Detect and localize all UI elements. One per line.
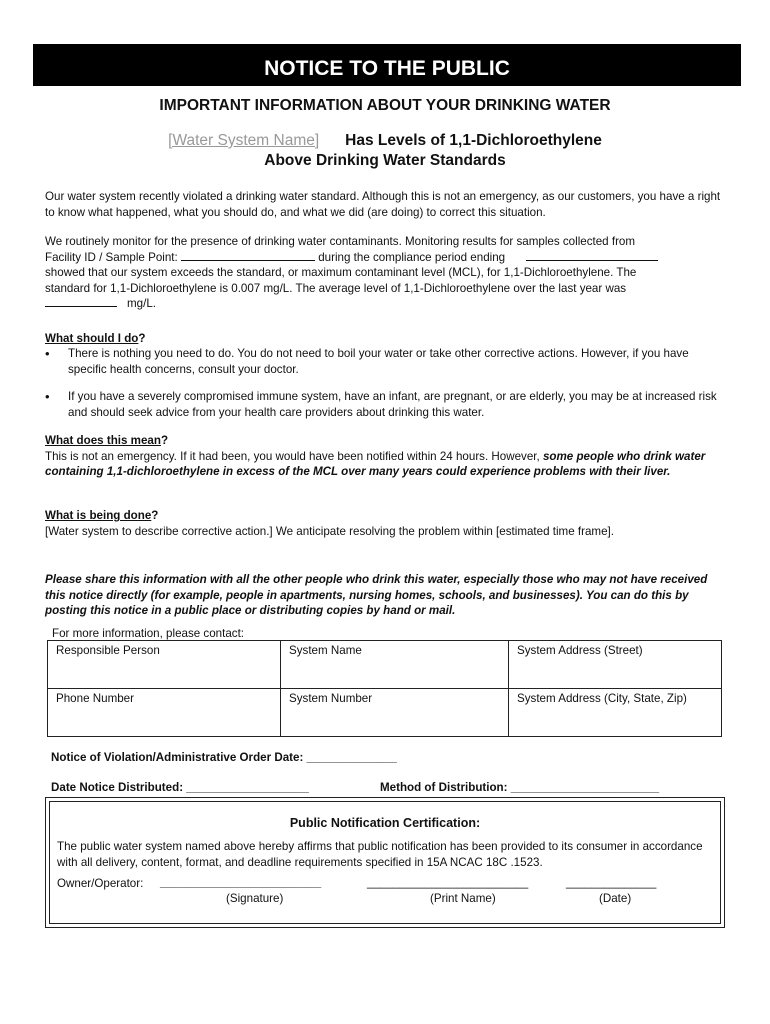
- what-done-text: [Water system to describe corrective action.] We anticipate resolving the problem within [estimated time frame].: [45, 524, 614, 538]
- print-name-caption: (Print Name): [430, 892, 496, 905]
- facility-label: Facility ID / Sample Point:: [45, 250, 178, 264]
- system-address-city-cell[interactable]: System Address (City, State, Zip): [509, 689, 722, 737]
- print-name-line[interactable]: _________________________: [367, 876, 529, 889]
- system-address-street-cell[interactable]: System Address (Street): [509, 641, 722, 689]
- water-system-name-placeholder[interactable]: [Water System Name]: [168, 132, 320, 149]
- owner-operator-label: Owner/Operator:: [57, 877, 144, 890]
- title-line1: Has Levels of 1,1-Dichloroethylene: [345, 132, 602, 149]
- average-level-blank[interactable]: [45, 296, 117, 307]
- intro-paragraph: Our water system recently violated a drinking water standard. Although this is not an emergency, as our customers, you have a right to know what happened, what you should do, and what we did (are doing) to correct this situation.: [45, 190, 721, 219]
- compliance-period-label: during the compliance period ending: [318, 250, 506, 264]
- certification-heading: Public Notification Certification:: [289, 816, 481, 830]
- notice-banner: NOTICE TO THE PUBLIC: [33, 44, 741, 86]
- what-means-heading: What does this mean: [45, 434, 161, 447]
- system-name-cell[interactable]: System Name: [281, 641, 509, 689]
- facility-blank[interactable]: [181, 250, 315, 261]
- what-means-warning: some people who drink water containing 1,1-dichloroethylene in excess of the MCL over many years could experience problems with their liver.: [45, 449, 706, 478]
- system-number-cell[interactable]: System Number: [281, 689, 509, 737]
- what-should-heading-text: What should I do: [45, 332, 139, 345]
- bullet-item: [45, 346, 725, 377]
- bullet-text: If you have a severely compromised immune system, have an infant, are pregnant, or are elderly, you may be at increased risk and should seek advice from your health care providers about drinking this water.: [68, 390, 717, 419]
- contact-table: [47, 640, 722, 737]
- what-means-text: This is not an emergency. If it had been, you would have been notified within 24 hours. However,: [45, 449, 543, 463]
- responsible-person-cell[interactable]: Responsible Person: [48, 641, 281, 689]
- date-caption: (Date): [599, 892, 632, 905]
- date-line[interactable]: ______________: [566, 876, 657, 889]
- page-title: [0, 131, 770, 171]
- compliance-period-blank[interactable]: [526, 250, 658, 261]
- monitoring-line3: showed that our system exceeds the standard, or maximum contaminant level (MCL), for 1,1-Dichloroethylene. The: [45, 266, 637, 279]
- bullet-icon: •: [45, 346, 50, 361]
- signature-caption: (Signature): [226, 892, 284, 905]
- unit-label: mg/L.: [127, 297, 156, 310]
- monitoring-paragraph: [45, 234, 725, 312]
- what-done-section: What is being done? [Water system to describe corrective action.] We anticipate resolving the problem within [estimated time frame].: [45, 508, 725, 539]
- signature-line[interactable]: _________________________: [160, 876, 322, 889]
- bullet-icon: •: [45, 389, 50, 404]
- contact-intro: For more information, please contact:: [52, 627, 245, 640]
- what-means-section: What does this mean? This is not an emergency. If it had been, you would have been notified within 24 hours. However, some people who drink water containing 1,1-dichloroethylene in excess of the MCL over many years could experience problems with their liver.: [45, 434, 706, 478]
- phone-number-cell[interactable]: Phone Number: [48, 689, 281, 737]
- monitoring-line4: standard for 1,1-Dichloroethylene is 0.007 mg/L. The average level of 1,1-Dichloroethylene over the last year was: [45, 281, 627, 295]
- page-subtitle: IMPORTANT INFORMATION ABOUT YOUR DRINKING WATER: [159, 97, 611, 114]
- certification-text: The public water system named above hereby affirms that public notification has been provided to its consumer in accordance with all delivery, content, format, and deadline requirements specified in 15A NCAC 18C .1523.: [57, 840, 703, 869]
- title-line2: Above Drinking Water Standards: [264, 152, 506, 169]
- monitoring-line2: [45, 250, 725, 266]
- method-distribution-field[interactable]: Method of Distribution: _______________________: [380, 781, 660, 794]
- monitoring-line1: We routinely monitor for the presence of drinking water contaminants. Monitoring results for samples collected from: [45, 235, 636, 248]
- what-should-heading: What should I do?: [45, 332, 146, 345]
- date-distributed-field[interactable]: Date Notice Distributed: ___________________: [51, 781, 309, 794]
- violation-date-field[interactable]: Notice of Violation/Administrative Order Date: ______________: [51, 751, 397, 764]
- monitoring-line5: [45, 296, 725, 312]
- what-done-heading: What is being done: [45, 509, 152, 522]
- bullet-item: [45, 389, 725, 420]
- bullet-text: There is nothing you need to do. You do not need to boil your water or take other corrective actions. However, if you have specific health concerns, consult your doctor.: [68, 347, 689, 376]
- share-paragraph: Please share this information with all the other people who drink this water, especially those who may not have received this notice directly (for example, people in apartments, nursing homes, schools, and businesses). You can do this by posting this notice in a public place or distributing copies by hand or mail.: [45, 573, 708, 617]
